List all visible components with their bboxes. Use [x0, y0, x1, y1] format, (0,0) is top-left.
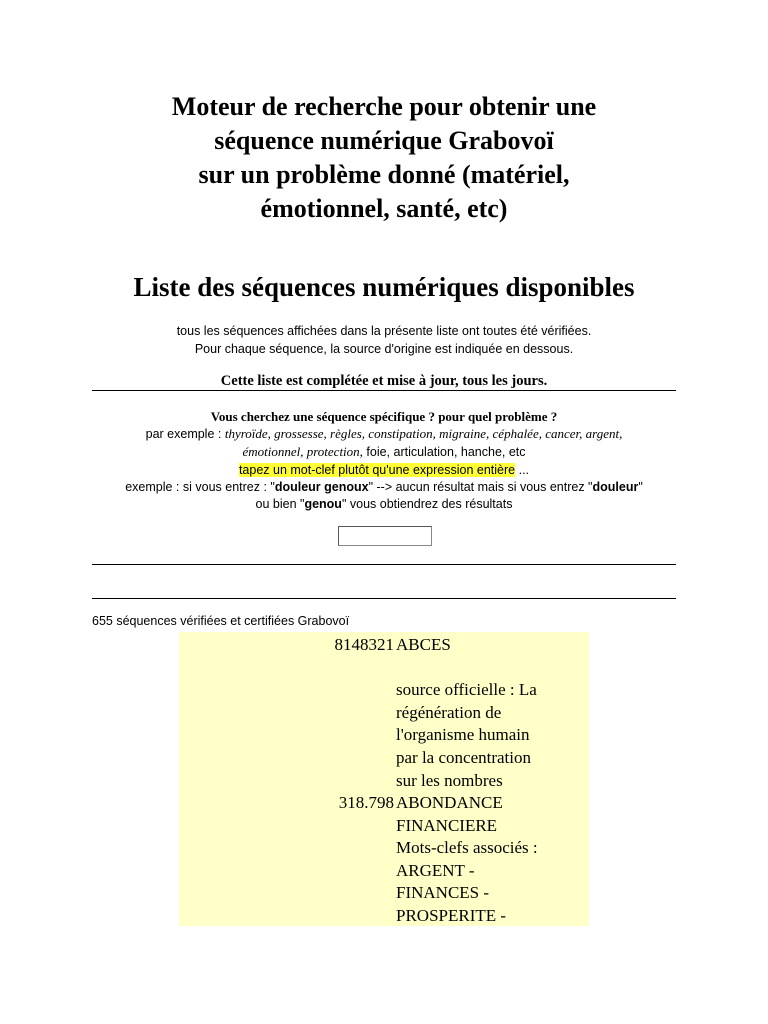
divider: [92, 390, 676, 391]
title-line: sur un problème donné (matériel,: [198, 160, 570, 189]
desc-line: l'organisme humain: [396, 725, 530, 745]
search-instructions: [70, 408, 698, 513]
title-line: émotionnel, santé, etc): [260, 194, 508, 223]
desc-line: régénération de: [396, 702, 502, 722]
desc-line: FINANCIERE: [396, 815, 498, 835]
desc-line: par la concentration: [396, 747, 531, 767]
intro-line-1: tous les séquences affichées dans la présente liste ont toutes été vérifiées.: [176, 324, 592, 338]
example-prefix: par exemple :: [145, 427, 225, 441]
sequence-code: 8148321: [334, 635, 394, 654]
sequence-description: [396, 634, 586, 792]
example-line-3: [70, 479, 698, 496]
sequence-count: 655 séquences vérifiées et certifiées Grabovoï: [92, 614, 350, 628]
results-table: [179, 632, 589, 926]
ex-text-a: exemple : si vous entrez : ": [125, 480, 275, 494]
sequence-code: 318.798: [338, 793, 394, 812]
ex-bold-b: douleur genoux: [274, 480, 369, 494]
desc-line: sur les nombres: [396, 770, 503, 790]
ex-text-c: " --> aucun résultat mais si vous entrez ": [368, 480, 593, 494]
ex-text-h: " vous obtiendrez des résultats: [341, 497, 513, 511]
example-line-4: [70, 496, 698, 513]
example-line-2: [70, 443, 698, 461]
desc-line: source officielle : La: [396, 680, 537, 700]
desc-line: FINANCES -: [396, 883, 490, 903]
desc-line: ABCES: [396, 635, 451, 654]
title-line: séquence numérique Grabovoï: [214, 126, 554, 155]
example-line-1: [70, 425, 698, 443]
desc-line: PROSPERITE -: [396, 905, 507, 925]
intro-line-2: Pour chaque séquence, la source d'origine est indiquée en dessous.: [194, 342, 574, 356]
desc-line: [396, 657, 586, 680]
divider: [92, 564, 676, 565]
example-keywords-2: émotionnel, protection,: [242, 444, 363, 459]
list-heading: Liste des séquences numériques disponibles: [133, 272, 635, 302]
ex-bold-d: douleur: [592, 480, 639, 494]
page-title: [92, 90, 676, 226]
divider: [92, 598, 676, 599]
daily-update-notice: Cette liste est complétée et mise à jour, tous les jours.: [220, 373, 548, 389]
desc-line: ABONDANCE: [396, 793, 503, 812]
desc-line: Mots-clefs associés :: [396, 838, 538, 858]
ex-text-e: ": [638, 480, 643, 494]
example-keywords-1: thyroïde, grossesse, règles, constipation, migraine, céphalée, cancer, argent,: [224, 426, 623, 441]
ex-bold-g: genou: [304, 497, 342, 511]
sequence-description: [396, 792, 586, 928]
highlight-line: [70, 461, 698, 479]
desc-line: ARGENT -: [396, 860, 475, 880]
intro-text: [92, 322, 676, 358]
search-input[interactable]: [338, 526, 432, 546]
highlight-suffix: ...: [515, 463, 530, 477]
keyword-tip-highlight: tapez un mot-clef plutôt qu'une expression entière: [238, 463, 516, 477]
title-line: Moteur de recherche pour obtenir une: [171, 92, 597, 121]
example-keywords-3: foie, articulation, hanche, etc: [362, 445, 526, 459]
ex-text-f: ou bien ": [255, 497, 305, 511]
search-question: Vous cherchez une séquence spécifique ? pour quel problème ?: [210, 409, 558, 424]
